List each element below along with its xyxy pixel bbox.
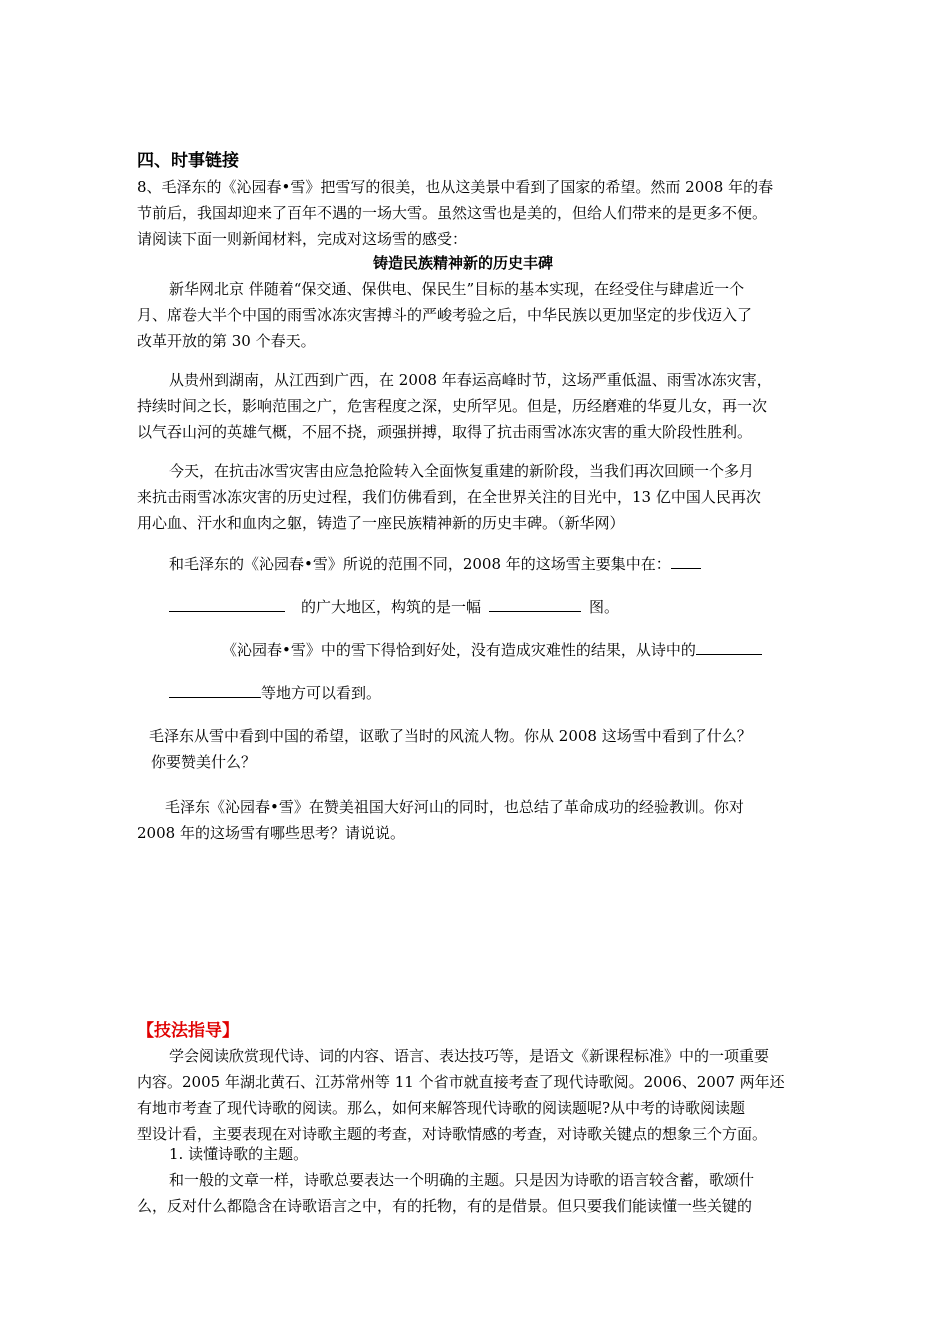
- question-text: 图。: [589, 598, 620, 616]
- question-b-line-1: [222, 637, 762, 663]
- text-line: 学会阅读欣赏现代诗、词的内容、语言、表达技巧等，是语文《新课程标准》中的一项重要: [169, 1047, 770, 1065]
- guide-point-1-paragraph: [137, 1167, 754, 1219]
- text-line: 从贵州到湖南，从江西到广西，在 2008 年春运高峰时节，这场严重低温、雨雪冰冻灾害，: [169, 371, 772, 389]
- text-line: 以气吞山河的英雄气概，不屈不挠，顽强拼搏，取得了抗击雨雪冰冻灾害的重大阶段性胜利。: [137, 423, 753, 441]
- text-line: 8、毛泽东的《沁园春•雪》把雪写的很美，也从这美景中看到了国家的希望。然而 2008 年的春: [137, 178, 774, 196]
- text-line: 毛泽东从雪中看到中国的希望，讴歌了当时的风流人物。你从 2008 这场雪中看到了什么？: [149, 727, 752, 745]
- article-paragraph-2: [137, 367, 772, 445]
- text-line: 月、席卷大半个中国的雨雪冰冻灾害搏斗的严峻考验之后，中华民族以更加坚定的步伐迈入了: [137, 306, 753, 324]
- text-line: 来抗击雨雪冰冻灾害的历史过程，我们仿佛看到，在全世界关注的目光中，13 亿中国人民再次: [137, 488, 761, 506]
- text-line: 型设计看，主要表现在对诗歌主题的考查，对诗歌情感的考查，对诗歌关键点的想象三个方面。: [137, 1125, 768, 1143]
- answer-blank[interactable]: [696, 639, 762, 655]
- guide-point-1-title: 1. 读懂诗歌的主题。: [169, 1145, 309, 1163]
- text-line: 节前后，我国却迎来了百年不遇的一场大雪。虽然这雪也是美的，但给人们带来的是更多不便。: [137, 204, 768, 222]
- answer-blank[interactable]: [671, 553, 701, 569]
- text-line: 改革开放的第 30 个春天。: [137, 332, 316, 350]
- text-line: 么，反对什么都隐含在诗歌语言之中，有的托物，有的是借景。但只要我们能读懂一些关键的: [137, 1197, 753, 1215]
- text-line: 2008 年的这场雪有哪些思考？请说说。: [137, 824, 405, 842]
- text-line: 新华网北京 伴随着“保交通、保供电、保民生”目标的基本实现，在经受住与肆虐近一个: [169, 280, 745, 298]
- question-8-intro: [137, 174, 773, 252]
- article-paragraph-3: [137, 458, 761, 536]
- text-line: 你要赞美什么？: [151, 753, 257, 771]
- section-heading-technique-guide: 【技法指导】: [137, 1021, 239, 1041]
- text-line: 用心血、汗水和血肉之躯，铸造了一座民族精神新的历史丰碑。（新华网）: [137, 514, 625, 532]
- question-a-line-2: [169, 594, 619, 620]
- section-heading-current-events: 四、时事链接: [137, 151, 239, 171]
- guide-intro-paragraph: [137, 1043, 785, 1147]
- question-text: 的广大地区，构筑的是一幅: [301, 598, 482, 616]
- text-line: 有地市考查了现代诗歌的阅读。那么，如何来解答现代诗歌的阅读题呢?从中考的诗歌阅读题: [137, 1099, 746, 1117]
- text-line: 内容。2005 年湖北黄石、江苏常州等 11 个省市就直接考查了现代诗歌阅。2006、2007 两年还: [137, 1073, 785, 1091]
- question-b-line-2: [169, 680, 381, 706]
- question-text: 和毛泽东的《沁园春•雪》所说的范围不同，2008 年的这场雪主要集中在：: [169, 555, 671, 573]
- text-line: 今天，在抗击冰雪灾害由应急抢险转入全面恢复重建的新阶段，当我们再次回顾一个多月: [169, 462, 755, 480]
- text-line: 和一般的文章一样，诗歌总要表达一个明确的主题。只是因为诗歌的语言较含蓄，歌颂什: [169, 1171, 755, 1189]
- question-d: [137, 794, 744, 846]
- text-line: 请阅读下面一则新闻材料，完成对这场雪的感受：: [137, 230, 468, 248]
- answer-blank[interactable]: [489, 596, 581, 612]
- article-paragraph-1: [137, 276, 752, 354]
- text-line: 毛泽东《沁园春•雪》在赞美祖国大好河山的同时，也总结了革命成功的经验教训。你对: [165, 798, 744, 816]
- text-line: 持续时间之长，影响范围之广，危害程度之深，史所罕见。但是，历经磨难的华夏儿女，再一次: [137, 397, 768, 415]
- question-text: 《沁园春•雪》中的雪下得恰到好处，没有造成灾难性的结果，从诗中的: [222, 641, 696, 659]
- question-text: 等地方可以看到。: [261, 684, 382, 702]
- article-title: 铸造民族精神新的历史丰碑: [373, 254, 554, 272]
- question-a-line-1: [169, 551, 701, 577]
- answer-blank[interactable]: [169, 596, 285, 612]
- question-c: [149, 723, 752, 775]
- answer-blank[interactable]: [169, 682, 261, 698]
